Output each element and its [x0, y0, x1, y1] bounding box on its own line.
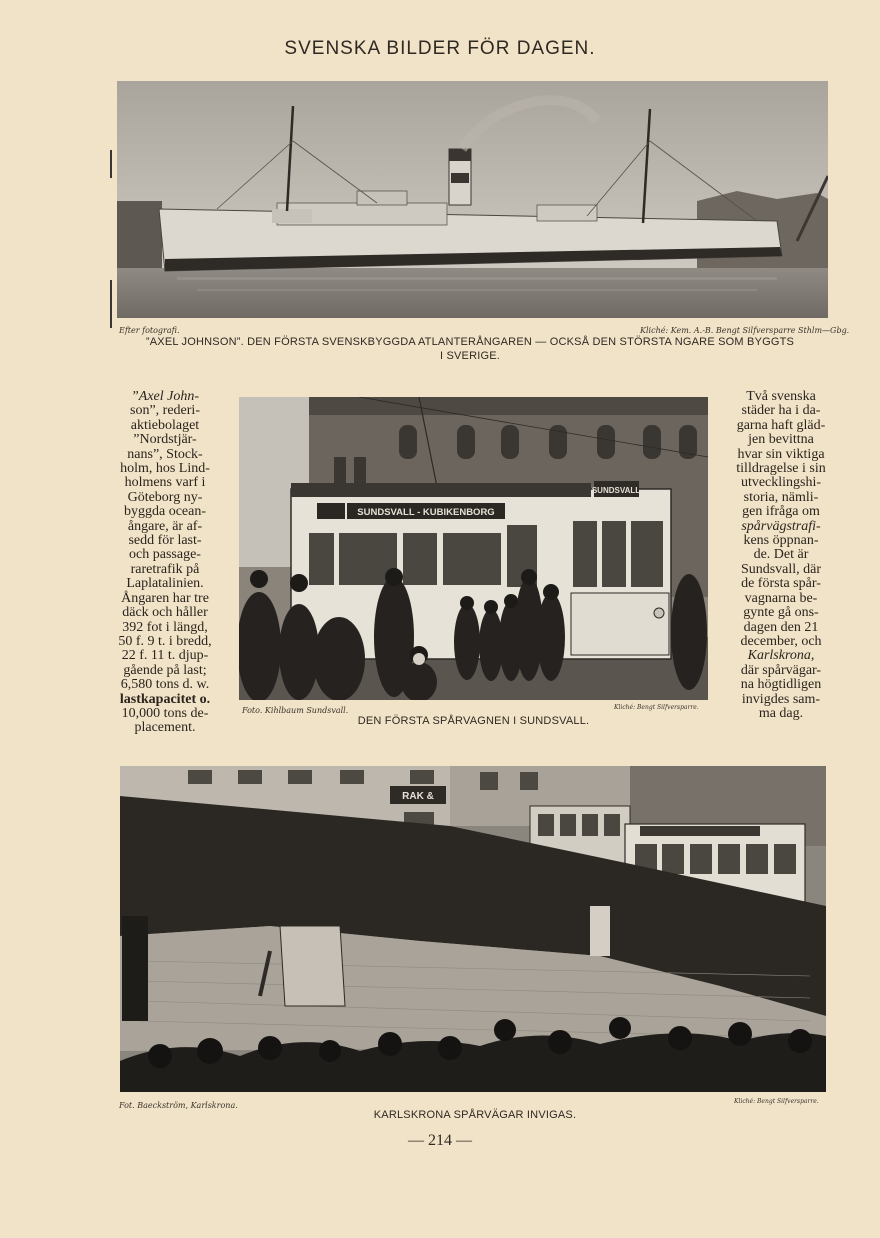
text-line: holmens varf i: [124, 475, 206, 491]
text-line: 392 fot i längd,: [122, 619, 208, 635]
text-line: ma dag.: [758, 705, 804, 721]
article-left-column: [112, 390, 218, 736]
text-line: gen ifråga om: [742, 504, 820, 520]
text-line: invigdes sam-: [741, 691, 821, 707]
article-right-column: [728, 390, 834, 721]
tram-destination-sign: SUNDSVALL - KUBIKENBORG: [357, 507, 495, 518]
page-number: — 214 —: [408, 1132, 472, 1149]
text-line: utvecklingshi-: [740, 475, 822, 491]
text-line: 10,000 tons de-: [121, 705, 209, 721]
photo-credit: Fot. Baeckström, Karlskrona.: [119, 1101, 238, 1110]
text-line: Två svenska: [746, 389, 816, 404]
text-line: där spårvägar-: [740, 662, 822, 678]
tram-roof-sign: SUNDSVALL: [591, 486, 641, 495]
text-line: ”Nordstjär-: [133, 432, 197, 448]
text-line: gynte gå ons-: [743, 605, 819, 621]
cliche-credit: Kliché: Bengt Silfversparre.: [614, 704, 699, 711]
margin-mark: [110, 280, 112, 328]
text-line: däck och håller: [122, 605, 208, 621]
ship-photo: [117, 81, 828, 318]
text-line: kens öppnan-: [743, 533, 819, 549]
shop-sign: RAK &: [402, 791, 434, 802]
text-line: hvar sin viktiga: [737, 446, 825, 462]
text-line: jen bevittna: [748, 432, 814, 448]
text-line: sedd för last-: [128, 533, 202, 549]
text-line: placement.: [134, 720, 196, 736]
text-line: byggda ocean-: [123, 504, 207, 520]
text-line: december, och: [740, 633, 822, 649]
text-line: son”, rederi-: [130, 403, 200, 419]
text-line: raretrafik på: [130, 561, 200, 577]
ship-caption-cont: I SVERIGE.: [439, 350, 501, 362]
text-line: 22 f. 11 t. djup-: [121, 648, 209, 664]
text-line: Ångaren har tre: [121, 590, 209, 606]
karlskrona-caption: KARLSKRONA SPÅRVÄGAR INVIGAS.: [373, 1109, 577, 1121]
text-line: ”Axel John-: [130, 389, 200, 404]
text-line: garna haft gläd-: [736, 417, 826, 433]
sundsvall-caption: DEN FÖRSTA SPÅRVAGNEN I SUNDSVALL.: [357, 715, 590, 727]
text-line: holm, hos Lind-: [120, 461, 210, 477]
text-line: ångare, är af-: [127, 518, 203, 534]
photo-credit: Foto. Kihlbaum Sundsvall.: [242, 706, 349, 715]
text-line: vagnarna be-: [744, 590, 818, 606]
margin-mark: [110, 150, 112, 178]
text-line: städer ha i da-: [741, 403, 821, 419]
text-line: aktiebolaget: [130, 417, 200, 433]
sundsvall-tram-photo: [239, 397, 708, 700]
text-line: de första spår-: [741, 576, 821, 592]
text-line: tilldragelse i sin: [736, 461, 826, 477]
text-line: 50 f. 9 t. i bredd,: [118, 633, 212, 649]
text-line: dagen den 21: [743, 619, 819, 635]
text-line: de. Det är: [753, 547, 809, 563]
photo-credit: Efter fotografi.: [119, 326, 180, 335]
cliche-credit: Kliché: Kem. A.-B. Bengt Silfversparre Sthlm—Gbg.: [640, 326, 850, 335]
text-line: na högtidligen: [740, 677, 822, 693]
cliche-credit: Kliché: Bengt Silfversparre.: [734, 1098, 819, 1105]
text-line: Laplatalinien.: [126, 576, 204, 592]
text-line: Göteborg ny-: [127, 489, 203, 505]
text-line: Karlskrona,: [747, 648, 815, 664]
text-line: storia, nämli-: [743, 489, 819, 505]
text-line: spårvägstrafi-: [741, 518, 821, 534]
ship-caption: ”AXEL JOHNSON”. DEN FÖRSTA SVENSKBYGGDA ATLANTERÅNGAREN — OCKSÅ DEN STÖRSTA NGARE SOM BYGGTS: [145, 336, 795, 348]
text-line: Sundsvall, där: [740, 561, 822, 577]
karlskrona-photo: [120, 766, 826, 1092]
text-line: och passage-: [129, 547, 201, 563]
text-line: gående på last;: [123, 662, 207, 678]
text-line: lastkapacitet o.: [119, 691, 211, 707]
page-title: SVENSKA BILDER FÖR DAGEN.: [284, 38, 596, 59]
text-line: nans”, Stock-: [127, 446, 203, 462]
text-line: 6,580 tons d. w.: [120, 677, 210, 693]
